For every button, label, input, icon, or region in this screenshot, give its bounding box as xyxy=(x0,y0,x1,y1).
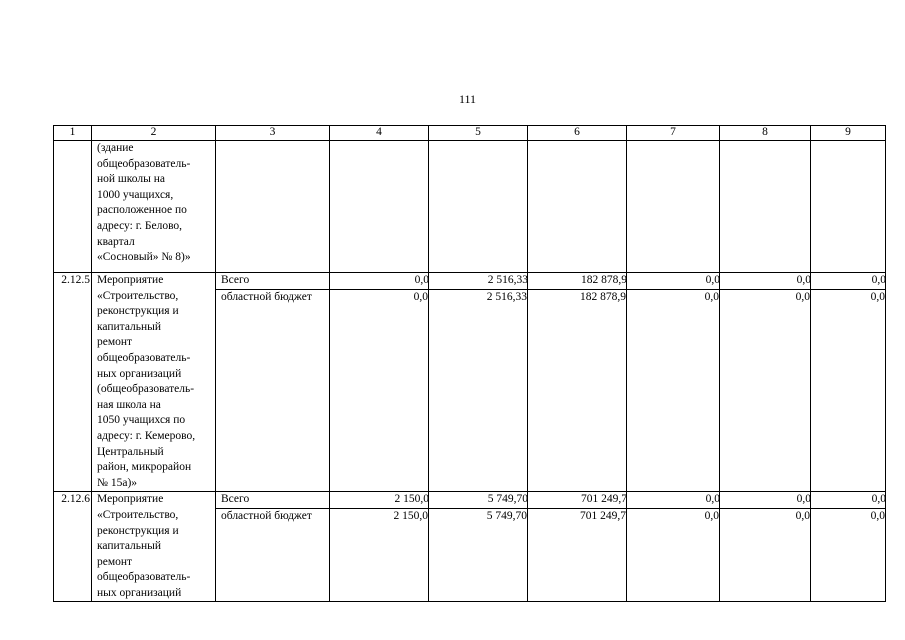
column-header: 5 xyxy=(429,126,528,141)
value-regional: 2 150,0 xyxy=(393,509,428,522)
column-header: 8 xyxy=(720,126,811,141)
value-total: 0,0 xyxy=(811,273,886,290)
row-value xyxy=(627,273,720,492)
source-total: Всего xyxy=(216,273,329,290)
row-value xyxy=(720,141,811,273)
row-value xyxy=(528,492,627,602)
row-value xyxy=(429,492,528,602)
value-total: 0,0 xyxy=(627,273,720,290)
row-name: Мероприятие «Строительство, реконструкция и капитальный ремонт общеобразователь- ных организаций (общеобразователь- ная школа на 1050 учащихся по адресу: г. Кемерово, Центральный район, микрорайон № 15а)» xyxy=(92,273,216,492)
value-regional: 0,0 xyxy=(704,290,719,303)
row-value xyxy=(811,273,886,492)
column-header: 4 xyxy=(330,126,429,141)
row-value xyxy=(627,492,720,602)
value-regional: 701 249,7 xyxy=(580,509,626,522)
value-regional: 0,0 xyxy=(795,509,810,522)
table-row xyxy=(54,273,886,492)
row-name: (здание общеобразователь- ной школы на 1000 учащихся, расположенное по адресу: г. Белово, квартал «Сосновый» № 8)» xyxy=(92,141,216,273)
value-regional: 182 878,9 xyxy=(580,290,626,303)
row-code: 2.12.6 xyxy=(54,492,92,602)
column-header: 9 xyxy=(811,126,886,141)
value-regional: 0,0 xyxy=(870,290,885,303)
row-value xyxy=(811,141,886,273)
value-regional: 0,0 xyxy=(413,290,428,303)
row-value xyxy=(330,492,429,602)
table-row xyxy=(54,492,886,602)
row-name: Мероприятие «Строительство, реконструкция и капитальный ремонт общеобразователь- ных организаций xyxy=(92,492,216,602)
column-header: 6 xyxy=(528,126,627,141)
value-regional: 0,0 xyxy=(704,509,719,522)
value-total: 0,0 xyxy=(720,492,811,509)
column-header: 7 xyxy=(627,126,720,141)
value-regional: 0,0 xyxy=(870,509,885,522)
row-value xyxy=(528,273,627,492)
source-regional-budget: областной бюджет xyxy=(221,290,312,303)
value-total: 0,0 xyxy=(720,273,811,290)
value-regional: 0,0 xyxy=(795,290,810,303)
value-total: 701 249,7 xyxy=(528,492,627,509)
table-row xyxy=(54,141,886,273)
value-total: 5 749,70 xyxy=(429,492,528,509)
value-total: 0,0 xyxy=(627,492,720,509)
table-header-row xyxy=(54,126,886,141)
source-total: Всего xyxy=(216,492,329,509)
row-source xyxy=(216,273,330,492)
row-source xyxy=(216,141,330,273)
budget-table xyxy=(53,125,886,602)
row-value xyxy=(720,492,811,602)
row-source xyxy=(216,492,330,602)
row-value xyxy=(811,492,886,602)
row-code: 2.12.5 xyxy=(54,273,92,492)
value-total: 2 150,0 xyxy=(330,492,429,509)
row-value xyxy=(330,273,429,492)
row-value xyxy=(429,141,528,273)
column-header: 1 xyxy=(54,126,92,141)
value-total: 182 878,9 xyxy=(528,273,627,290)
row-code xyxy=(54,141,92,273)
value-total: 0,0 xyxy=(811,492,886,509)
value-regional: 5 749,70 xyxy=(486,509,527,522)
value-regional: 2 516,33 xyxy=(486,290,527,303)
row-value xyxy=(528,141,627,273)
row-value xyxy=(330,141,429,273)
row-value xyxy=(627,141,720,273)
column-header: 2 xyxy=(92,126,216,141)
value-total: 0,0 xyxy=(330,273,429,290)
column-header: 3 xyxy=(216,126,330,141)
row-value xyxy=(429,273,528,492)
value-total: 2 516,33 xyxy=(429,273,528,290)
row-value xyxy=(720,273,811,492)
page-number: 111 xyxy=(458,92,477,106)
source-regional-budget: областной бюджет xyxy=(221,509,312,522)
